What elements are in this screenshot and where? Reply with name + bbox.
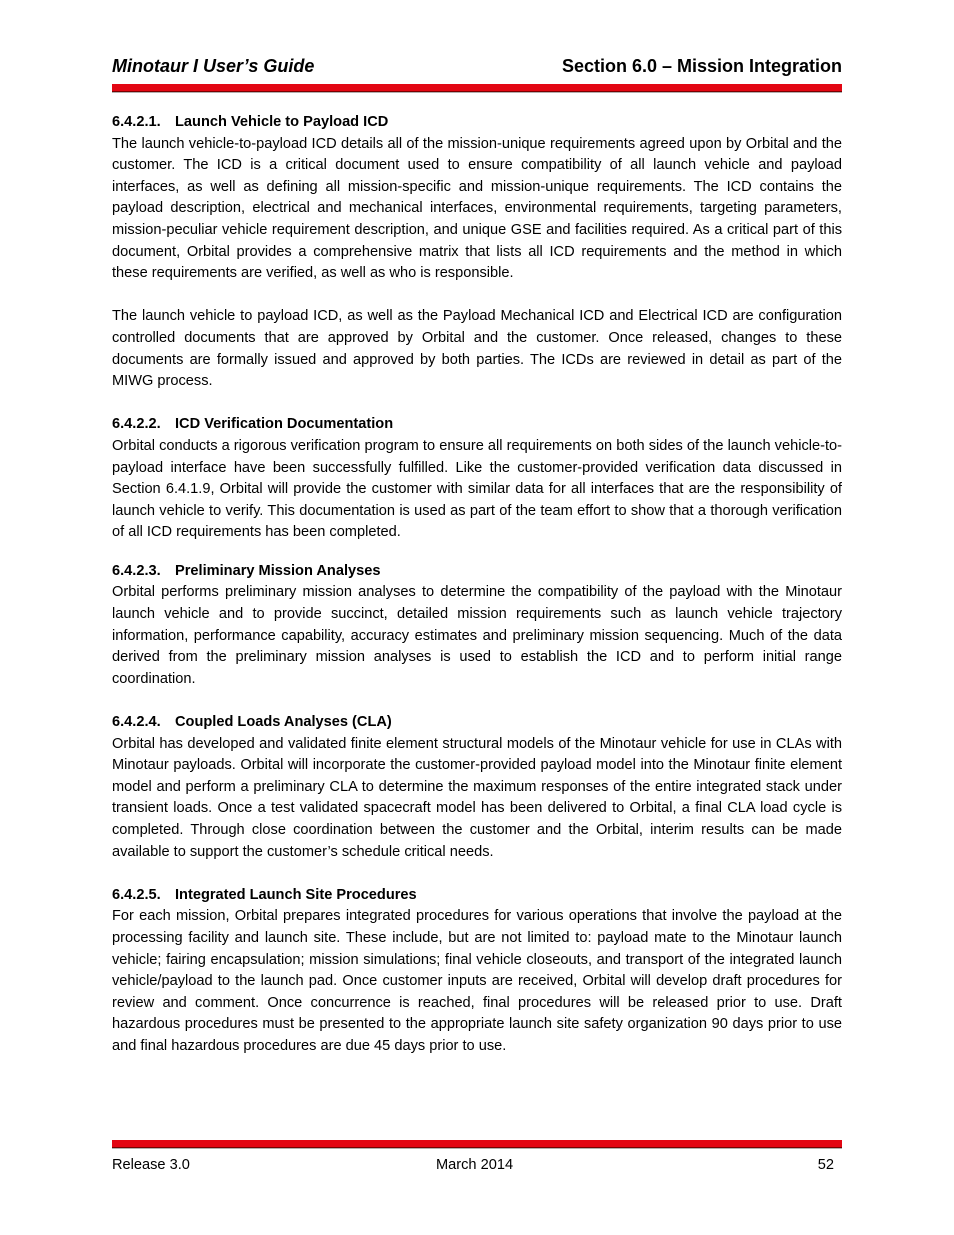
body-paragraph: The launch vehicle-to-payload ICD details all of the mission-unique requirements agreed upon by Orbital and the customer. The ICD is a critical document used to ensure compatibility of all launch vehicle and payload interfaces, as well as defining all mission-specific and mission-unique requirements. The ICD contains the payload description, electrical and mechanical interfaces, environmental requirements, targeting parameters, mission-peculiar vehicle requirement description, and unique GSE and facilities required. As a critical part of this document, Orbital provides a comprehensive matrix that lists all ICD requirements and the method in which these requirements are verified, as well as who is responsible. [112,135,842,282]
section-heading-title: Preliminary Mission Analyses [175,562,381,579]
body-paragraph: Orbital conducts a rigorous verification program to ensure all requirements on both sides of the launch vehicle-to-payload interface have been successfully fulfilled. Like the customer-provided verification data discussed in Section 6.4.1.9, Orbital will provide the customer with similar data for all interfaces that are the responsibility of launch vehicle to verify. This documentation is used as part of the team effort to show that a thorough verification of all ICD requirements has been completed. [112,437,842,541]
section-heading [112,561,842,583]
footer-rule [112,1140,842,1148]
section-heading-title: Integrated Launch Site Procedures [175,886,417,903]
section-heading-title: Coupled Loads Analyses (CLA) [175,714,392,731]
section-number: 6.4.2.3. [112,562,161,579]
page-header [112,56,842,77]
section-title: Section 6.0 – Mission Integration [561,56,842,76]
section-heading [112,712,842,734]
body-paragraph: Orbital has developed and validated finite element structural models of the Minotaur vehicle for use in CLAs with Minotaur payloads. Orbital will incorporate the customer-provided payload model into the Minotaur finite element model and perform a preliminary CLA to determine the maximum responses of the entire integrated stack under transient loads. Once a test validated spacecraft model has been delivered to Orbital, a final CLA load cycle is completed. Through close coordination between the customer and the Orbital, interim results can be made available to support the customer’s schedule critical needs. [112,735,842,860]
section-heading-title: Launch Vehicle to Payload ICD [175,114,389,130]
section-6-4-2-2 [112,414,842,544]
section-6-4-2-5 [112,885,842,1058]
page-body [112,112,842,1058]
section-number: 6.4.2.2. [112,416,161,433]
section-number: 6.4.2.1. [112,114,161,130]
section-number: 6.4.2.4. [112,714,161,731]
section-6-4-2-1 [112,112,842,393]
body-paragraph: For each mission, Orbital prepares integrated procedures for various operations that involve the payload at the processing facility and launch site. These include, but are not limited to: payload mate to the Minotaur launch vehicle; fairing encapsulation; mission simulations; final vehicle closeouts, and transport of the integrated launch vehicle/payload to the launch pad. Once customer inputs are received, Orbital will develop draft procedures for review and comment. Once concurrence is reached, final procedures will be released prior to use. Draft hazardous procedures must be presented to the appropriate launch site safety organization 90 days prior to use and final hazardous procedures are due 45 days prior to use. [112,908,842,1054]
section-heading-title: ICD Verification Documentation [175,416,394,433]
release-date: March 2014 [436,1157,514,1173]
header-rule [112,84,842,92]
section-heading [112,414,842,436]
body-paragraph: Orbital performs preliminary mission analyses to determine the compatibility of the payload with the Minotaur launch vehicle and to provide succinct, detailed mission requirements such as launch vehicle trajectory information, performance capability, accuracy estimates and preliminary mission sequencing. Much of the data derived from the preliminary mission analyses is used to establish the ICD and to perform initial range coordination. [112,584,842,687]
section-number: 6.4.2.5. [112,886,161,903]
body-paragraph: The launch vehicle to payload ICD, as well as the Payload Mechanical ICD and Electrical ICD are configuration controlled documents that are approved by Orbital and the customer. Once released, changes to these documents are formally issued and approved by both parties. The ICDs are reviewed in detail as part of the MIWG process. [112,308,842,390]
section-heading [112,112,842,134]
section-6-4-2-3 [112,561,842,691]
section-heading [112,885,842,907]
document-title: Minotaur I User’s Guide [112,56,315,76]
page-number: 52 [817,1157,834,1173]
release-label: Release 3.0 [112,1157,190,1173]
section-6-4-2-4 [112,712,842,863]
